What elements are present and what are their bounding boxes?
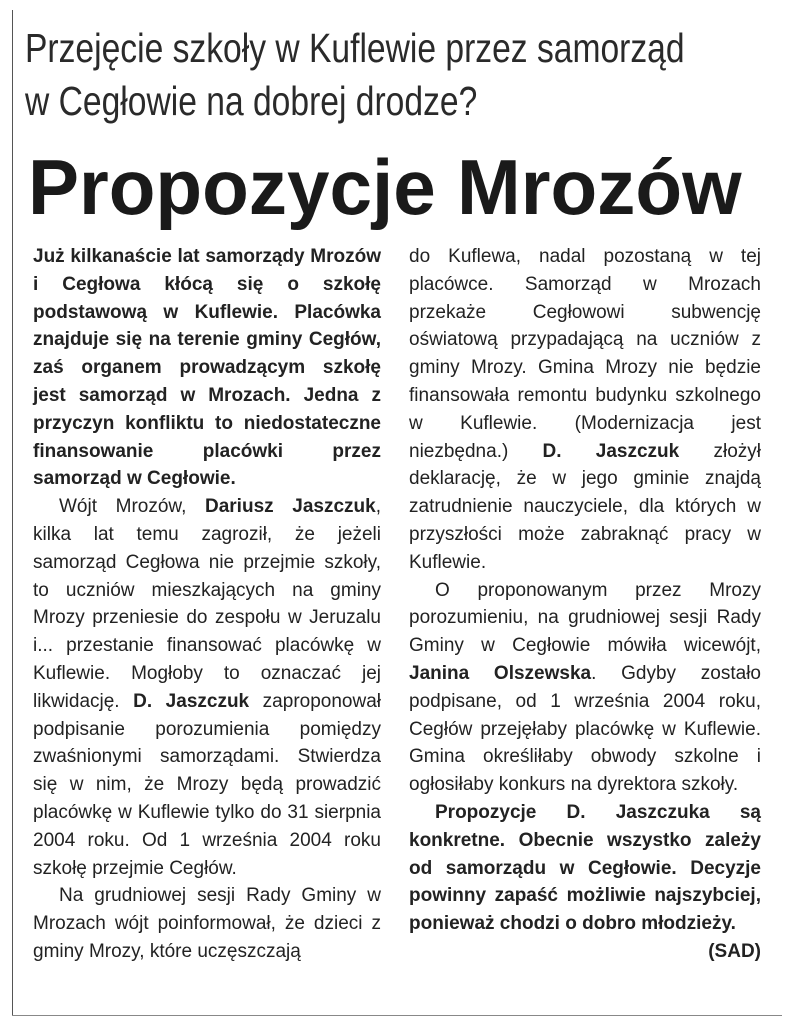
p3-cont-text-b: złożył deklarację, że w jego gminie znajdą zatrudnienie nauczyciele, dla których w przyszłości może zabraknąć pracy w Kuflewie. xyxy=(409,440,761,573)
body-paragraph-2 xyxy=(33,493,381,882)
kicker-line-2: w Cegłowie na dobrej drodze? xyxy=(25,78,478,124)
body-paragraph-4 xyxy=(409,577,761,799)
left-border-rule xyxy=(12,10,13,1015)
article-column-right xyxy=(409,243,761,966)
p3-cont-text-a: do Kuflewa, nadal pozostaną w tej placówce. Samorząd w Mrozach przekaże Cegłowowi subwencję oświatową przypadającą na uczniów z gminy Mrozy. Gmina Mrozy nie będzie finansowała remontu budynku szkolnego w Kuflewie. (Modernizacja jest niezbędna.) xyxy=(409,246,761,462)
p2-text-b: , kilka lat temu zagroził, że jeżeli samorząd Cegłowa nie przejmie szkoły, to uczniów mieszkających na gminy Mrozy przeniesie do zespołu w Jeruzalu i... przestanie finansować placówkę w Kuflewie. Mogłoby to oznaczać jej likwidację. xyxy=(33,496,381,712)
article-headline: Propozycje Mrozów xyxy=(28,143,742,231)
person-name-d-jaszczuk: D. Jaszczuk xyxy=(133,690,250,712)
closing-paragraph: Propozycje D. Jaszczuka są konkretne. Obecnie wszystko zależy od samorządu w Cegłowie. Decyzje powinny zapaść możliwie najszybciej, ponieważ chodzi o dobro młodzieży. xyxy=(409,801,761,935)
person-name-janina-olszewska: Janina Olszewska xyxy=(409,662,592,684)
p2-text-c: zaproponował podpisanie porozumienia pomiędzy zwaśnionymi samorządami. Stwierdza się w nim, że Mrozy będą prowadzić placówkę w Kuflewie tylko do 31 sierpnia 2004 roku. Od 1 września 2004 roku szkołę przejmie Cegłów. xyxy=(33,690,381,879)
kicker-line-1: Przejęcie szkoły w Kuflewie przez samorząd xyxy=(25,25,685,71)
author-signature: (SAD) xyxy=(708,940,761,962)
p4-text-b: . Gdyby zostało podpisane, od 1 września 2004 roku, Cegłów przejęłaby placówkę w Kuflewie. Gmina określiłaby obwody szkolne i ogłosiłaby konkurs na dyrektora szkoły. xyxy=(409,662,761,796)
article-kicker xyxy=(25,22,685,128)
bottom-border-rule xyxy=(12,1015,782,1016)
p2-text-a: Wójt Mrozów, xyxy=(59,496,205,518)
body-paragraph-3: Na grudniowej sesji Rady Gminy w Mrozach wójt poinformował, że dzieci z gminy Mrozy, które uczęszczają xyxy=(33,885,381,962)
lead-paragraph: Już kilkanaście lat samorządy Mrozów i Cegłowa kłócą się o szkołę podstawową w Kuflewie. Placówka znajduje się na terenie gminy Cegłów, zaś organem prowadzącym szkołę jest samorząd w Mrozach. Jedna z przyczyn konfliktu to niedostateczne finansowanie placówki przez samorząd w Cegłowie. xyxy=(33,246,381,490)
p4-text-a: O proponowanym przez Mrozy porozumieniu, na grudniowej sesji Rady Gminy w Cegłowie mówiła wicewójt, xyxy=(409,579,761,657)
person-name-d-jaszczuk-2: D. Jaszczuk xyxy=(542,440,680,462)
person-name-dariusz-jaszczuk: Dariusz Jaszczuk xyxy=(205,496,376,518)
article-column-left xyxy=(33,243,381,966)
body-paragraph-3-continued xyxy=(409,243,761,577)
